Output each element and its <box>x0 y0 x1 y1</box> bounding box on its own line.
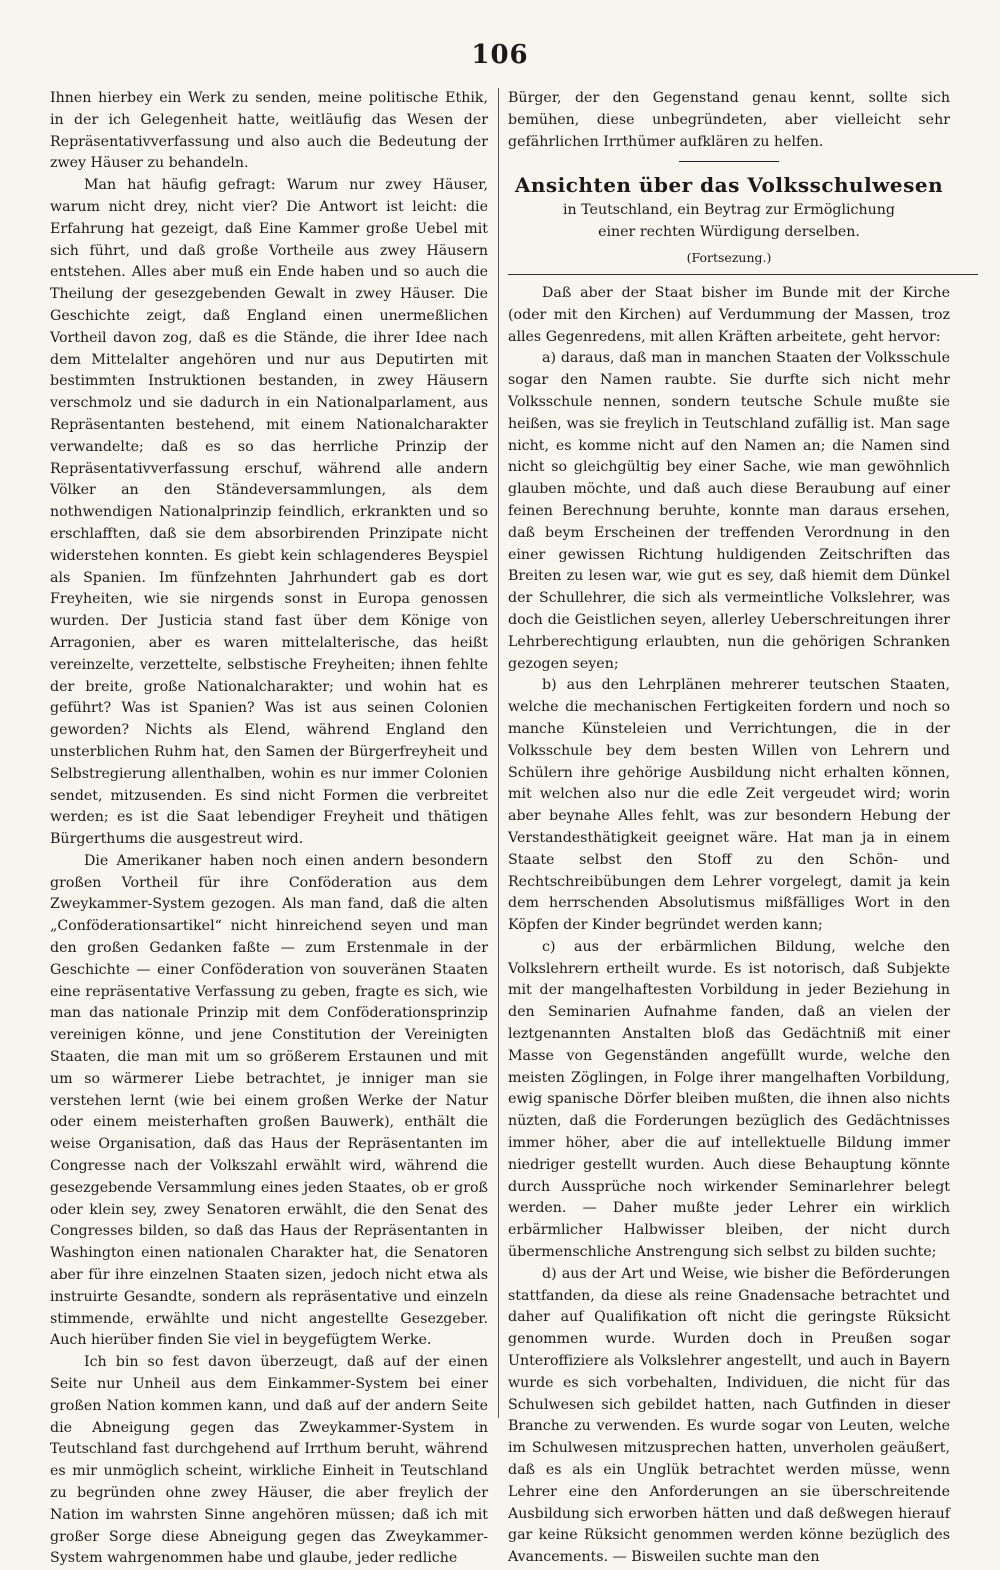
paragraph: Bürger, der den Gegenstand genau kennt, sollte sich bemühen, diese unbegründeten, aber vielleicht sehr gefährlichen Irrthümer aufklären zu helfen. <box>508 90 950 150</box>
column-divider <box>498 88 499 1418</box>
right-column <box>508 88 950 1569</box>
section-rule <box>679 161 779 162</box>
continuation-note: (Fortsezung.) <box>686 249 772 265</box>
left-column <box>50 88 488 1570</box>
paragraph: Daß aber der Staat bisher im Bunde mit der Kirche (oder mit den Kirchen) auf Verdummung der Massen, troz alles Gegenredens, mit allen Kräften arbeitete, geht hervor: <box>508 284 950 345</box>
article-rule <box>508 274 978 275</box>
paragraph: d) aus der Art und Weise, wie bisher die Beförderungen stattfanden, da diese als reine Gnadensache betrachtet und daher auf Qualifikation oft nicht die geringste Rüksicht genommen wurde. Wurden doch in Preußen sogar Unteroffiziere als Volkslehrer angestellt, und auch in Bayern wurde es sich vorbehalten, Individuen, die nicht für das Schulwesen sich gebildet hatten, nach Gutfinden in dieser Branche zu verwenden. Es wurde sogar von Leuten, welche im Schulwesen mitzusprechen hatten, unverholen geäußert, daß es als ein Unglük betrachtet werden müsse, wenn Lehrer eine den Anforderungen an sie überschreitende Ausbildung sich erworben hätten und daß deßwegen hierauf gar keine Rüksicht genommen werden könne bezüglich des Avancements. — Bisweilen suchte man den <box>508 1265 950 1566</box>
paragraph: Ihnen hierbey ein Werk zu senden, meine politische Ethik, in der ich Gelegenheit hatte, weitläufig das Wesen der Repräsentativverfassung und also auch die Bedeutung der zwey Häuser zu behandeln. <box>50 90 488 172</box>
paragraph: Man hat häufig gefragt: Warum nur zwey Häuser, warum nicht drey, nicht vier? Die Antwort ist leicht: die Erfahrung hat gezeigt, daß Eine Kammer große Uebel mit sich führt, und daß große Vortheile aus zwey Häusern entstehen. Alles aber muß ein Ende haben und so auch die Theilung der gesezgebenden Gewalt in zwey Häuser. Die Geschichte zeigt, daß England einen unermeßlichen Vortheil davon zog, daß es die Stände, die ihrer Idee nach dem Mittelalter angehören und nur aus Deputirten mit bestimmten Instruktionen bestanden, in zwey Häusern verschmolz und sie dadurch in ein Nationalparlament, aus Repräsentanten bestehend, mit einem Nationalcharakter verwandelte; daß es so das herrliche Prinzip der Repräsentativverfassung erschuf, während alle andern Völker an den Ständeversammlungen, als dem nothwendigen Nationalprinzip feindlich, erkrankten und so erschlafften, daß sie dem absorbirenden Prinzipate nicht widerstehen konnten. Es giebt kein schlagenderes Beyspiel als Spanien. Im fünfzehnten Jahrhundert gab es dort Freyheiten, wie sie nirgends sonst in Europa genossen wurden. Der Justicia stand fast über dem Könige von Arragonien, aber es waren mittelalterische, das heißt vereinzelte, verzettelte, selbstische Freyheiten; ihnen fehlte der breite, große Nationalcharakter; und wohin hat es geführt? Was ist Spanien? Was ist aus seinen Colonien geworden? Nichts als Elend, während England den unsterblichen Ruhm hat, den Samen der Bürgerfreyheit und Selbstregierung allenthalben, wohin es nur immer Colonien sendet, mitzusenden. Es sind nicht Formen die verbreitet werden; es ist die Saat lebendiger Freyheit und thätigen Bürgerthums die ausgestreut wird. <box>50 177 488 848</box>
paragraph: c) aus der erbärmlichen Bildung, welche den Volkslehrern ertheilt wurde. Es ist notorisch, daß Subjekte mit der mangelhaftesten Vorbildung in jeder Beziehung in den Seminarien Aufnahme fanden, daß an vielen der leztgenannten Anstalten bloß das Gedächtniß mit einer Masse von Gegenständen angefüllt wurde, welche den meisten Zöglingen, in Folge ihrer mangelhaften Vorbildung, ewig spanische Dörfer bleiben mußten, die ihnen also nichts nüzten, daß die Forderungen bezüglich des Gedächtnisses immer höher, aber die auf intellektuelle Bildung immer niedriger gestellt wurden. Auch diese Behauptung könnte durch Aussprüche noch wirkender Seminarlehrer belegt werden. — Daher mußte jeder Lehrer ein wirklich erbärmlicher Halbwisser bleiben, der nicht durch übermenschliche Anstrengung sich selbst zu bilden suchte; <box>508 938 950 1261</box>
paragraph: Die Amerikaner haben noch einen andern besondern großen Vortheil für ihre Conföderation aus dem Zweykammer-System gezogen. Als man fand, daß die alten „Conföderationsartikel“ nicht hinreichend seyen und man den großen Gedanken faßte — zum Erstenmale in der Geschichte — einer Conföderation von souveränen Staaten eine repräsentative Verfassung zu geben, fragte es sich, wie man das nationale Prinzip mit dem Conföderationsprinzip vereinigen könne, und jene Constitution der Vereinigten Staaten, die man mit um so größerem Erstaunen und mit um so wärmerer Liebe betrachtet, je inniger man sie verstehen lernt (wie bei einem großen Werke der Natur oder einem meisterhaften großen Bauwerk), enthält die weise Organisation, daß das Haus der Repräsentanten im Congresse nach der Volkszahl erwählt wird, während die gesezgebende Versammlung eines jeden Staates, ob er groß oder klein sey, zwey Senatoren erwählt, die den Senat des Congresses bilden, so daß das Haus der Repräsentanten in Washington einen nationalen Charakter hat, die Senatoren aber für ihre einzelnen Staaten sizen, jedoch nicht etwa als instruirte Gesandte, sondern als repräsentative und einzeln stimmende, erwählte und nicht angestellte Gesezgeber. Auch hierüber finden Sie viel in beygefügtem Werke. <box>50 852 488 1349</box>
paragraph: a) daraus, daß man in manchen Staaten der Volksschule sogar den Namen raubte. Sie durfte sich nicht mehr Volksschule nennen, sondern teutsche Schule mußte sie heißen, was sie freylich in Teutschland zufällig ist. Man sage nicht, es komme nicht auf den Namen an; die Namen sind nicht so gleichgültig bey einer Sache, wie man gewöhnlich glauben möchte, und daß auch diese Beraubung auf einer feinen Berechnung beruhte, konnte man daraus ersehen, daß beym Erscheinen der treffenden Verordnung in den einer gewissen Richtung huldigenden Zeitschriften das Breiten zu lesen war, wie gut es sey, daß hiemit dem Dünkel der Schullehrer, die sich als vermeintliche Volkslehrer, was doch die Geistlichen seyen, allerley Ueberschreitungen ihrer Lehrberechtigung erlaubten, nun die gehörigen Schranken gezogen seyen; <box>508 350 950 672</box>
page-number: 106 <box>471 40 529 70</box>
paragraph: b) aus den Lehrplänen mehrerer teutschen Staaten, welche die mechanischen Fertigkeiten fordern und noch so manche Künsteleien und Verrichtungen, die in der Volksschule bey dem besten Willen von Lehrern und Schülern ihre gehörige Ausbildung nicht erhalten können, mit welchen also nur die edle Zeit vergeudet wird; worin aber beynahe Alles fehlt, was zur besondern Hebung der Verstandesthätigkeit geeignet wäre. Hat man ja in einem Staate selbst den Stoff zu den Schön- und Rechtschreibübungen dem Lehrer vorgelegt, damit ja kein dem herrschenden Absolutismus mißfälliges Wort in den Köpfen der Kinder begründet werden kann; <box>508 677 950 934</box>
article-title: Ansichten über das Volksschulwesen <box>514 173 944 198</box>
paragraph: Ich bin so fest davon überzeugt, daß auf der einen Seite nur Unheil aus dem Einkammer-System bei einer großen Nation kommen kann, und daß auf der andern Seite die Abneigung gegen das Zweykammer-System in Teutschland fast durchgehend auf Irrthum beruht, während es mir unmöglich scheint, wirkliche Einheit in Teutschland zu begründen ohne zwey Häuser, die aber freylich der Nation im wahrsten Sinne angehören müssen; daß ich mit großer Sorge diese Abneigung gegen das Zweykammer-System wahrgenommen habe und glaube, jeder redliche <box>50 1354 488 1567</box>
article-subtitle: in Teutschland, ein Beytrag zur Ermöglichung einer rechten Würdigung derselben. <box>563 202 895 241</box>
